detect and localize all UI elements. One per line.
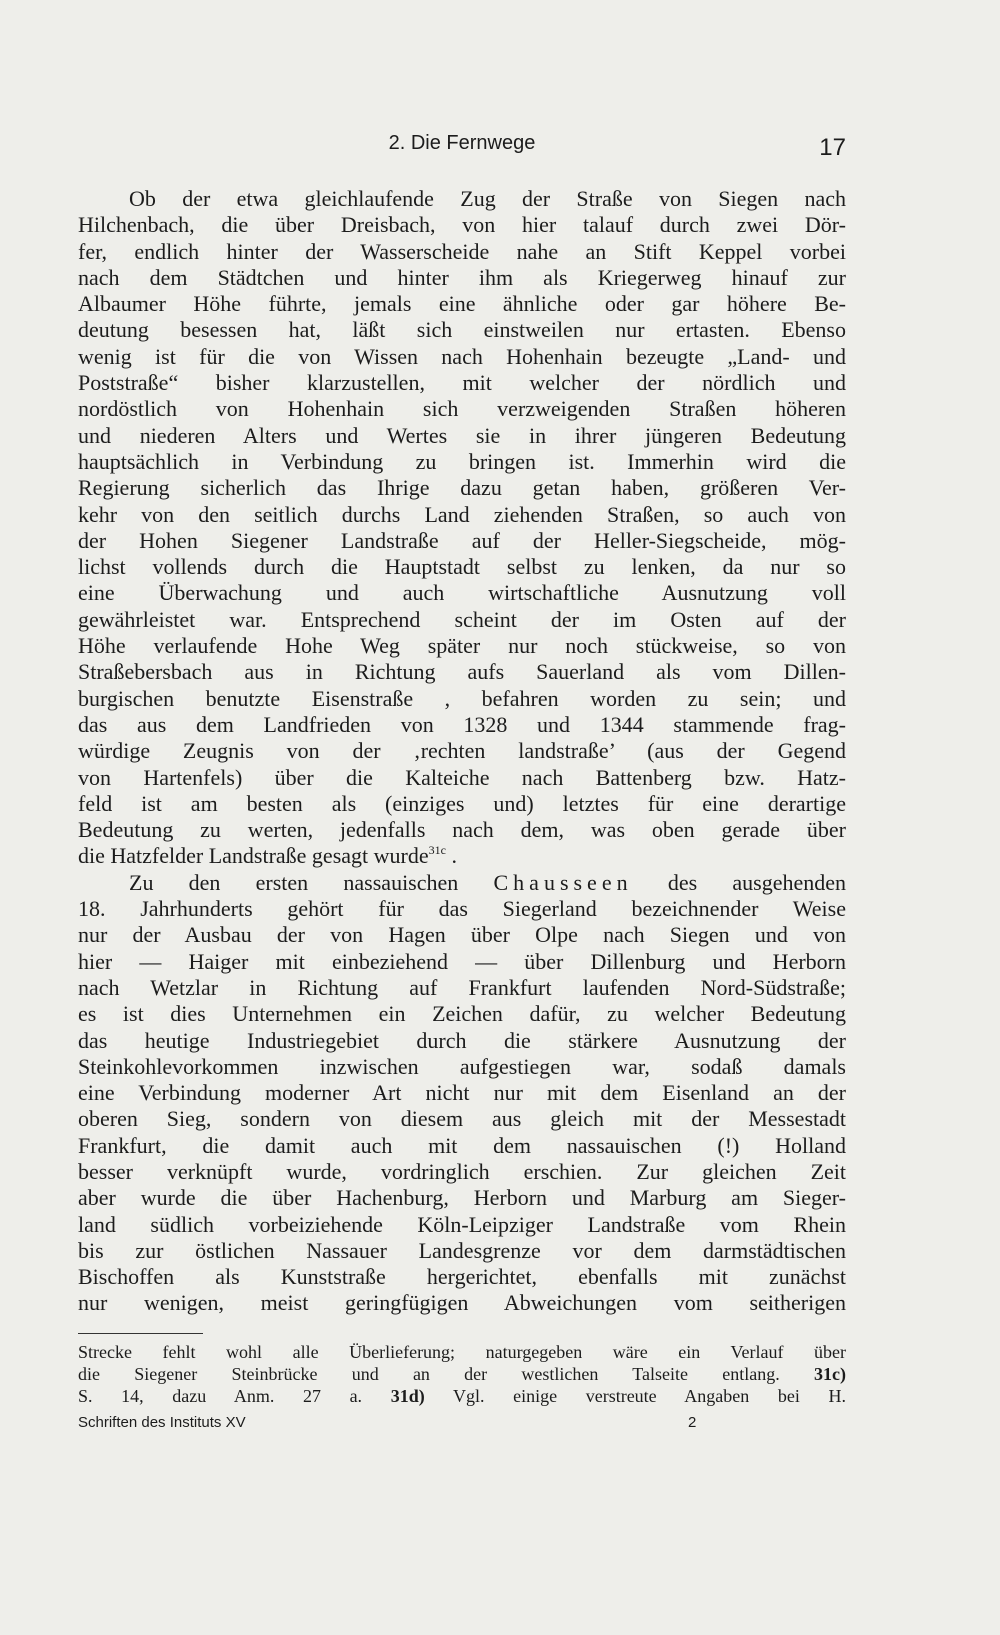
footnote-divider bbox=[78, 1333, 203, 1334]
text-line: land südlich vorbeiziehende Köln-Leipziger Landstraße vom Rhein bbox=[78, 1211, 846, 1237]
footnote-line: S. 14, dazu Anm. 27 a. 31d) Vgl. einige verstreute Angaben bei H. bbox=[78, 1386, 846, 1406]
footnote-marker: 31c) bbox=[814, 1364, 846, 1384]
text-line: eine Überwachung und auch wirtschaftliche Ausnutzung voll bbox=[78, 580, 846, 606]
text-line: würdige Zeugnis von der ‚rechten landstraße’ (aus der Gegend bbox=[78, 738, 846, 764]
text-line: fer, endlich hinter der Wasserscheide nahe an Stift Keppel vorbei bbox=[78, 238, 846, 264]
text-line: 18. Jahrhunderts gehört für das Siegerland bezeichnender Weise bbox=[78, 896, 846, 922]
chapter-title: 2. Die Fernwege bbox=[388, 132, 536, 154]
text-line: Zu den ersten nassauischen Chausseen des ausgehenden bbox=[129, 869, 846, 895]
text-line: nach Wetzlar in Richtung auf Frankfurt laufenden Nord-Südstraße; bbox=[78, 974, 846, 1000]
footnotes bbox=[78, 1341, 846, 1407]
body-text bbox=[78, 186, 846, 1317]
series-title: Schriften des Instituts XV bbox=[78, 1414, 246, 1431]
text-line: aber wurde die über Hachenburg, Herborn und Marburg am Sieger- bbox=[78, 1185, 846, 1211]
text-line: Frankfurt, die damit auch mit dem nassauischen (!) Holland bbox=[78, 1132, 846, 1158]
text-line: wenig ist für die von Wissen nach Hohenhain bezeugte „Land- und bbox=[78, 343, 846, 369]
sheet-number: 2 bbox=[688, 1414, 697, 1431]
footnote-line: Strecke fehlt wohl alle Überlieferung; naturgegeben wäre ein Verlauf über bbox=[78, 1342, 846, 1362]
text-line: Ob der etwa gleichlaufende Zug der Straße von Siegen nach bbox=[129, 186, 846, 211]
footnote-marker: 31d) bbox=[390, 1386, 425, 1406]
text-line: Straßebersbach aus in Richtung aufs Sauerland als vom Dillen- bbox=[78, 659, 846, 685]
text-line: bis zur östlichen Nassauer Landesgrenze vor dem darmstädtischen bbox=[78, 1237, 846, 1263]
footnote-line: die Siegener Steinbrücke und an der westlichen Talseite entlang. 31c) bbox=[78, 1364, 846, 1384]
text-line: Bischoffen als Kunststraße hergerichtet, ebenfalls mit zunächst bbox=[78, 1264, 846, 1290]
text-line: von Hartenfels) über die Kalteiche nach Battenberg bzw. Hatz- bbox=[78, 764, 846, 790]
text-line: oberen Sieg, sondern von diesem aus gleich mit der Messestadt bbox=[78, 1106, 846, 1132]
running-head bbox=[78, 128, 846, 164]
footnote-reference: 31c bbox=[428, 843, 446, 858]
text-line: kehr von den seitlich durchs Land ziehenden Straßen, so auch von bbox=[78, 501, 846, 527]
text-line: nordöstlich von Hohenhain sich verzweigenden Straßen höheren bbox=[78, 396, 846, 422]
text-line: hier — Haiger mit einbeziehend — über Dillenburg und Herborn bbox=[78, 948, 846, 974]
text-line: Bedeutung zu werten, jedenfalls nach dem, was oben gerade über bbox=[78, 817, 846, 843]
text-line: nach dem Städtchen und hinter ihm als Kriegerweg hinauf zur bbox=[78, 264, 846, 290]
paragraph bbox=[78, 186, 846, 870]
text-line: Regierung sicherlich das Ihrige dazu getan haben, größeren Ver- bbox=[78, 475, 846, 501]
text-line: Poststraße“ bisher klarzustellen, mit welcher der nördlich und bbox=[78, 370, 846, 396]
text-line: Steinkohlevorkommen inzwischen aufgestiegen war, sodaß damals bbox=[78, 1053, 846, 1079]
text-line: hauptsächlich in Verbindung zu bringen ist. Immerhin wird die bbox=[78, 448, 846, 474]
text-line: besser verknüpft wurde, vordringlich erschien. Zur gleichen Zeit bbox=[78, 1158, 846, 1184]
text-line: nur wenigen, meist geringfügigen Abweichungen vom seitherigen bbox=[78, 1290, 846, 1316]
text-line: burgischen benutzte Eisenstraße , befahren worden zu sein; und bbox=[78, 685, 846, 711]
text-line: der Hohen Siegener Landstraße auf der Heller-Siegscheide, mög- bbox=[78, 527, 846, 553]
text-line: lichst vollends durch die Hauptstadt selbst zu lenken, da nur so bbox=[78, 554, 846, 580]
text-line: die Hatzfelder Landstraße gesagt wurde$^{31c}$ . bbox=[78, 843, 457, 869]
text-line: deutung besessen hat, läßt sich einstweilen nur ertasten. Ebenso bbox=[78, 317, 846, 343]
text-line: Hilchenbach, die über Dreisbach, von hier talauf durch zwei Dör- bbox=[78, 212, 846, 238]
text-line: Höhe verlaufende Hohe Weg später nur noch stückweise, so von bbox=[78, 633, 846, 659]
text-line: das heutige Industriegebiet durch die stärkere Ausnutzung der bbox=[78, 1027, 846, 1053]
text-line: nur der Ausbau der von Hagen über Olpe nach Siegen und von bbox=[78, 922, 846, 948]
sheet-signature bbox=[78, 1414, 846, 1438]
text-line: gewährleistet war. Entsprechend scheint der im Osten auf der bbox=[78, 606, 846, 632]
text-line: und niederen Alters und Wertes sie in ihrer jüngeren Bedeutung bbox=[78, 422, 846, 448]
text-line: das aus dem Landfrieden von 1328 und 1344 stammende frag- bbox=[78, 711, 846, 737]
spaced-emphasis: Chausseen bbox=[493, 869, 633, 895]
text-line: Albaumer Höhe führte, jemals eine ähnliche oder gar höhere Be- bbox=[78, 291, 846, 317]
text-line: eine Verbindung moderner Art nicht nur mit dem Eisenland an der bbox=[78, 1080, 846, 1106]
page-number: 17 bbox=[819, 134, 846, 161]
text-line: feld ist am besten als (einziges und) letztes für eine derartige bbox=[78, 790, 846, 816]
text-line: es ist dies Unternehmen ein Zeichen dafür, zu welcher Bedeutung bbox=[78, 1001, 846, 1027]
paragraph bbox=[78, 870, 846, 1317]
